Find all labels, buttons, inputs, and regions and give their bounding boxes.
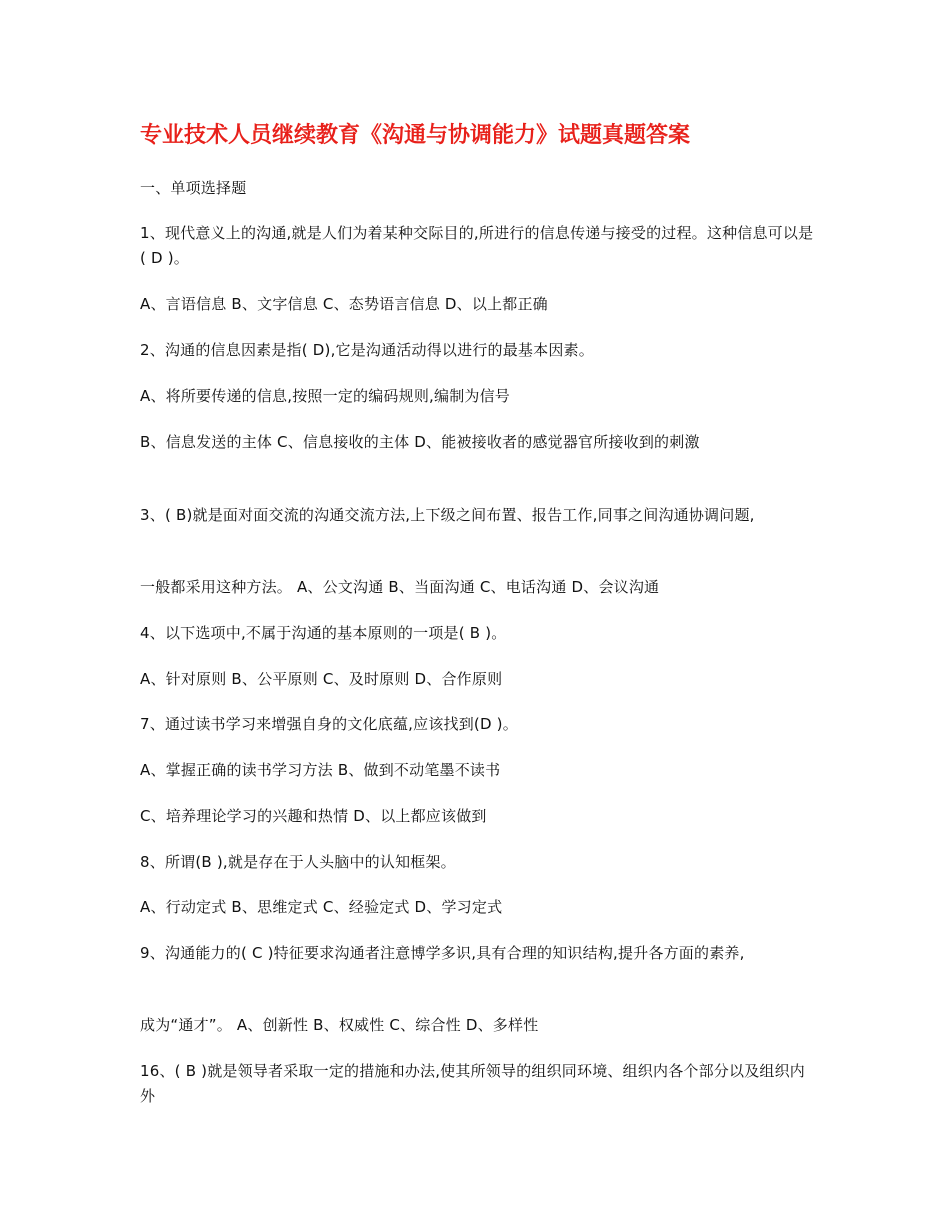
question-4-options: A、针对原则 B、公平原则 C、及时原则 D、合作原则 <box>140 670 503 688</box>
question-7-options-cd: C、培养理论学习的兴趣和热情 D、以上都应该做到 <box>140 807 487 825</box>
question-9: 9、沟通能力的( C )特征要求沟通者注意博学多识,具有合理的知识结构,提升各方面的素养, <box>140 944 745 962</box>
question-4: 4、以下选项中,不属于沟通的基本原则的一项是( B )。 <box>140 624 507 642</box>
question-2-options-bcd: B、信息发送的主体 C、信息接收的主体 D、能被接收者的感觉器官所接收到的刺激 <box>140 433 700 451</box>
document-title: 专业技术人员继续教育《沟通与协调能力》试题真题答案 <box>140 123 691 148</box>
question-8: 8、所谓(B ),就是存在于人头脑中的认知框架。 <box>140 853 456 871</box>
question-2: 2、沟通的信息因素是指( D),它是沟通活动得以进行的最基本因素。 <box>140 341 594 359</box>
question-9-options: 成为“通才”。 A、创新性 B、权威性 C、综合性 D、多样性 <box>140 1016 539 1034</box>
question-8-options: A、行动定式 B、思维定式 C、经验定式 D、学习定式 <box>140 898 503 916</box>
question-7-options-ab: A、掌握正确的读书学习方法 B、做到不动笔墨不读书 <box>140 761 501 779</box>
question-16: 16、( B )就是领导者采取一定的措施和办法,使其所领导的组织同环境、组织内各个部分以及组织内外 <box>140 1062 805 1105</box>
question-1-options: A、言语信息 B、文字信息 C、态势语言信息 D、以上都正确 <box>140 295 548 313</box>
section-heading: 一、单项选择题 <box>140 179 247 197</box>
question-1: 1、现代意义上的沟通,就是人们为着某种交际目的,所进行的信息传递与接受的过程。这种信息可以是( D )。 <box>140 224 814 267</box>
question-7: 7、通过读书学习来增强自身的文化底蕴,应该找到(D )。 <box>140 715 518 733</box>
question-3: 3、( B)就是面对面交流的沟通交流方法,上下级之间布置、报告工作,同事之间沟通协调问题, <box>140 506 755 524</box>
question-2-option-a: A、将所要传递的信息,按照一定的编码规则,编制为信号 <box>140 387 510 405</box>
question-3-options: 一般都采用这种方法。 A、公文沟通 B、当面沟通 C、电话沟通 D、会议沟通 <box>140 578 660 596</box>
